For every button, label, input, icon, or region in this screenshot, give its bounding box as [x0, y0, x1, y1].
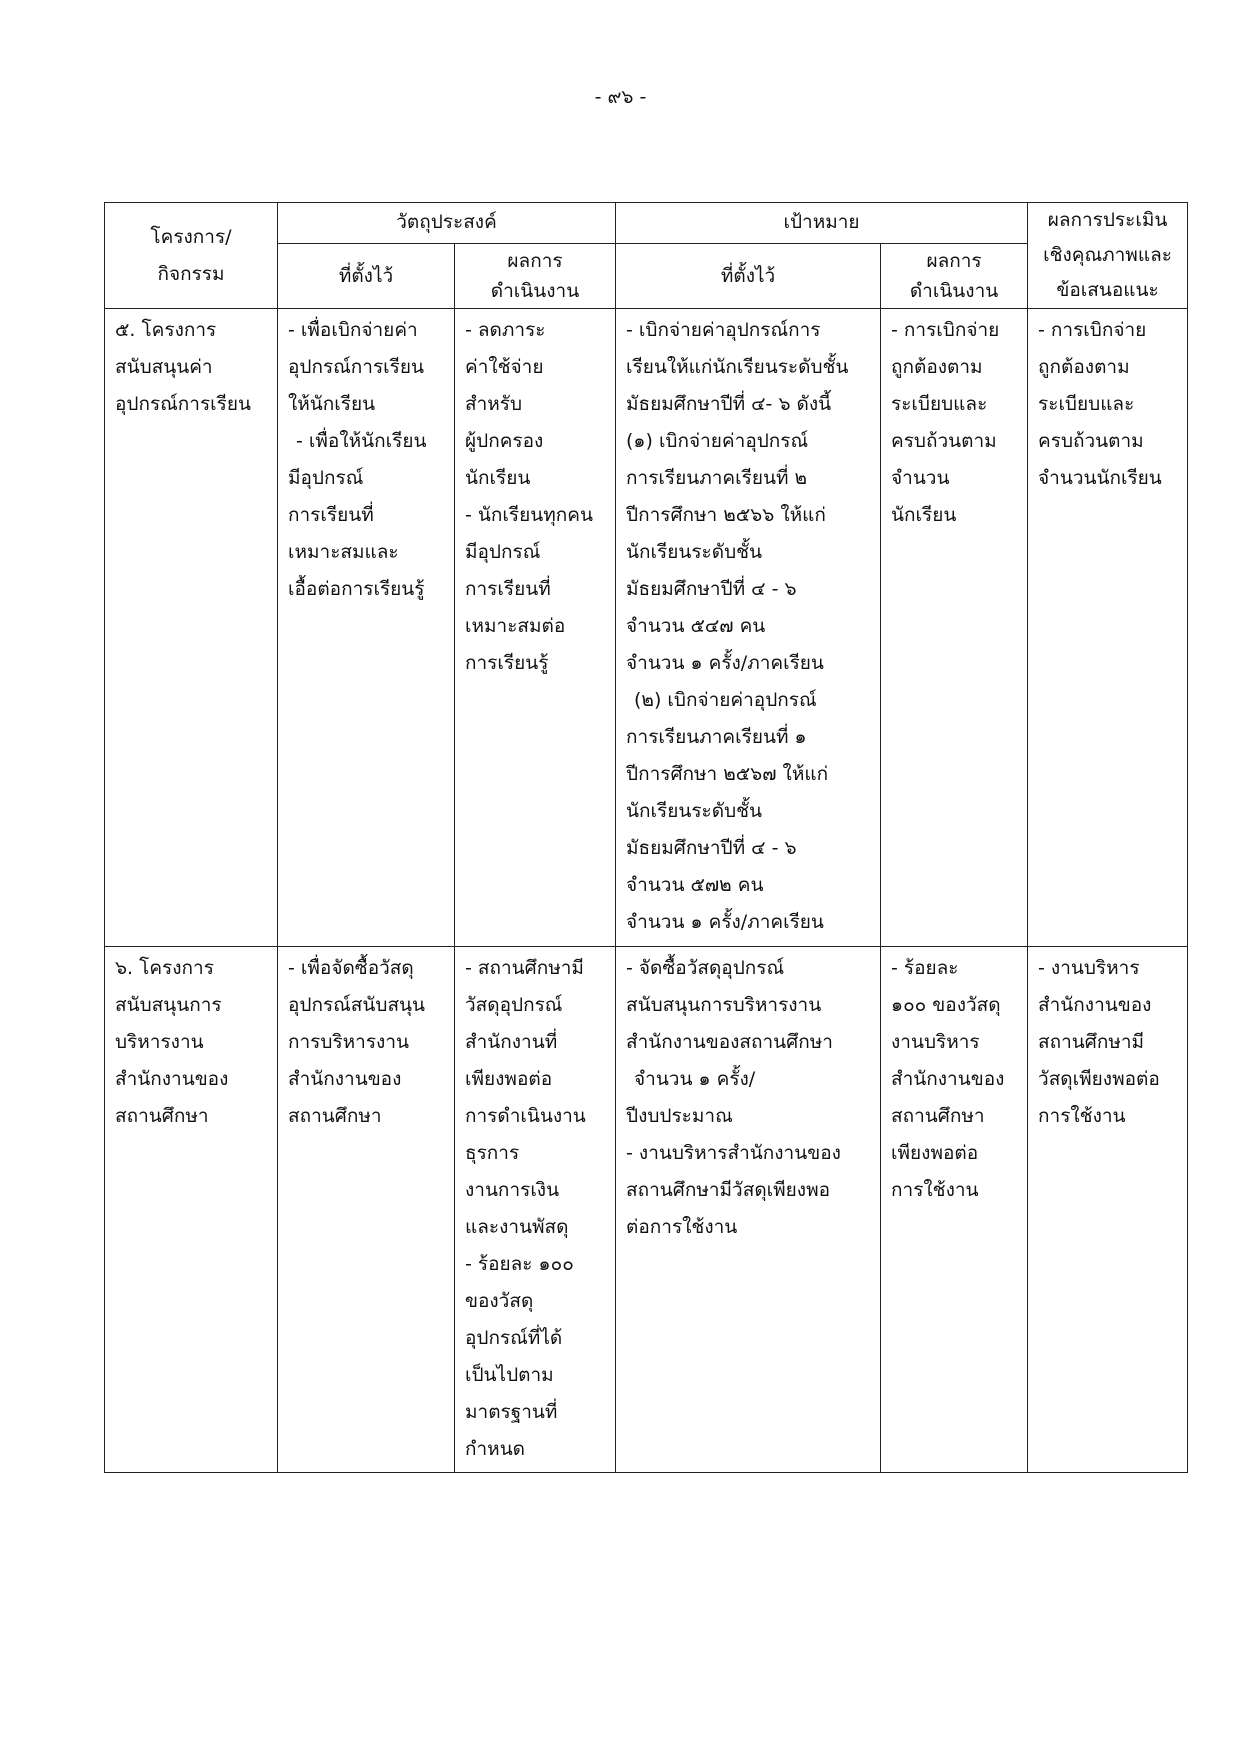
cell-objective-result: - ลดภาระ ค่าใช้จ่าย สำหรับ ผู้ปกครอง นักเรียน - นักเรียนทุกคน มีอุปกรณ์ การเรียนที่ เหมาะสมต่อ การเรียนรู้ [455, 309, 616, 947]
cell-project: ๕. โครงการ สนับสนุนค่า อุปกรณ์การเรียน [105, 309, 278, 947]
project-plan-table [104, 202, 1188, 1473]
header-objective-result: ผลการ ดำเนินงาน [455, 243, 616, 308]
cell-project: ๖. โครงการ สนับสนุนการ บริหารงาน สำนักงานของ สถานศึกษา [105, 947, 278, 1473]
header-target: เป้าหมาย [616, 203, 1028, 244]
header-target-planned: ที่ตั้งไว้ [616, 243, 881, 308]
header-evaluation: ผลการประเมิน เชิงคุณภาพและ ข้อเสนอแนะ [1028, 203, 1188, 309]
cell-objective-planned: - เพื่อจัดซื้อวัสดุ อุปกรณ์สนับสนุน การบริหารงาน สำนักงานของ สถานศึกษา [278, 947, 455, 1473]
cell-target-planned: - เบิกจ่ายค่าอุปกรณ์การ เรียนให้แก่นักเรียนระดับชั้น มัธยมศึกษาปีที่ ๔- ๖ ดังนี้ (๑) เบิกจ่ายค่าอุปกรณ์ การเรียนภาคเรียนที่ ๒ ปีการศึกษา ๒๕๖๖ ให้แก่ นักเรียนระดับชั้น มัธยมศึกษาปีที่ ๔ - ๖ จำนวน ๕๔๗ คน จำนวน ๑ ครั้ง/ภาคเรียน (๒) เบิกจ่ายค่าอุปกรณ์ การเรียนภาคเรียนที่ ๑ ปีการศึกษา ๒๕๖๗ ให้แก่ นักเรียนระดับชั้น มัธยมศึกษาปีที่ ๔ - ๖ จำนวน ๕๗๒ คน จำนวน ๑ ครั้ง/ภาคเรียน [616, 309, 881, 947]
cell-evaluation: - การเบิกจ่าย ถูกต้องตาม ระเบียบและ ครบถ้วนตาม จำนวนนักเรียน [1028, 309, 1188, 947]
header-target-result: ผลการ ดำเนินงาน [881, 243, 1028, 308]
cell-target-planned: - จัดซื้อวัสดุอุปกรณ์ สนับสนุนการบริหารงาน สำนักงานของสถานศึกษา จำนวน ๑ ครั้ง/ ปีงบประมาณ - งานบริหารสำนักงานของ สถานศึกษามีวัสดุเพียงพอ ต่อการใช้งาน [616, 947, 881, 1473]
header-objective-planned: ที่ตั้งไว้ [278, 243, 455, 308]
cell-evaluation: - งานบริหาร สำนักงานของ สถานศึกษามี วัสดุเพียงพอต่อ การใช้งาน [1028, 947, 1188, 1473]
header-objective: วัตถุประสงค์ [278, 203, 616, 244]
table-row [105, 309, 1188, 947]
cell-target-result: - ร้อยละ ๑๐๐ ของวัสดุ งานบริหาร สำนักงานของ สถานศึกษา เพียงพอต่อ การใช้งาน [881, 947, 1028, 1473]
page-number: - ๙๖ - [594, 86, 647, 108]
cell-objective-planned: - เพื่อเบิกจ่ายค่า อุปกรณ์การเรียน ให้นักเรียน - เพื่อให้นักเรียน มีอุปกรณ์ การเรียนที่ เหมาะสมและ เอื้อต่อการเรียนรู้ [278, 309, 455, 947]
cell-target-result: - การเบิกจ่าย ถูกต้องตาม ระเบียบและ ครบถ้วนตาม จำนวน นักเรียน [881, 309, 1028, 947]
cell-objective-result: - สถานศึกษามี วัสดุอุปกรณ์ สำนักงานที่ เพียงพอต่อ การดำเนินงาน ธุรการ งานการเงิน และงานพัสดุ - ร้อยละ ๑๐๐ ของวัสดุ อุปกรณ์ที่ได้ เป็นไปตาม มาตรฐานที่ กำหนด [455, 947, 616, 1473]
header-project: โครงการ/ กิจกรรม [105, 203, 278, 309]
table-row [105, 947, 1188, 1473]
